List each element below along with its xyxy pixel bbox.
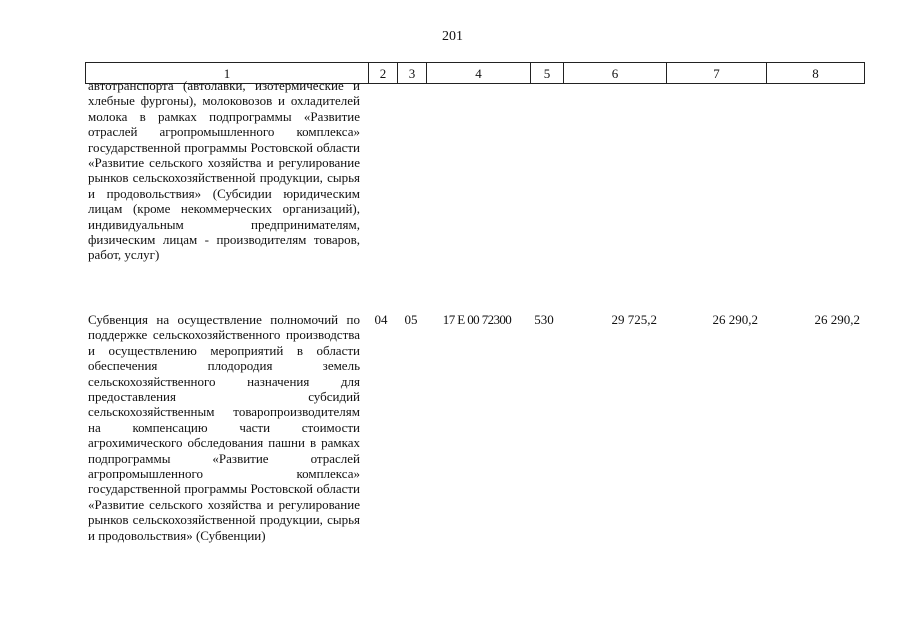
row-2-amount-col-7: 26 290,2 <box>712 312 758 327</box>
row-2-amount-col-8: 26 290,2 <box>814 312 860 327</box>
row-2-section-code: 04 <box>374 312 388 327</box>
column-header-5: 5 <box>530 63 563 83</box>
column-header-8: 8 <box>766 63 864 83</box>
column-header-7: 7 <box>666 63 766 83</box>
row-2-expense-type-code: 530 <box>534 312 554 327</box>
column-header-6: 6 <box>563 63 666 83</box>
row-2-amount-col-6: 29 725,2 <box>611 312 657 327</box>
row-1-description: автотранспорта (автолавки, изотермические и хлебные фургоны), молоковозов и охладителей молока в рамках подпрограммы «Развитие отраслей агропромышленного комплекса» государственной программы Ростовской области «Развитие сельского хозяйства и регулирование рынков сельскохозяйственной продукции, сырья и продовольствия» (Субсидии юридическим лицам (кроме некоммерческих организаций), индивидуальным предпринимателям, физическим лицам - производителям товаров, работ, услуг) <box>88 78 360 263</box>
column-header-3: 3 <box>397 63 426 83</box>
column-header-2: 2 <box>368 63 397 83</box>
row-2-description: Субвенция на осуществление полномочий по поддержке сельскохозяйственного производства и осуществлению мероприятий в области обеспечения плодородия земель сельскохозяйственного назначения для предоставления субсидий сельскохозяйственным товаропроизводителям на компенсацию части стоимости агрохимического обследования пашни в рамках подпрограммы «Развитие отраслей агропромышленного комплекса» государственной программы Ростовской области «Развитие сельского хозяйства и регулирование рынков сельскохозяйственной продукции, сырья и продовольствия» (Субвенции) <box>88 312 360 543</box>
column-header-4: 4 <box>426 63 530 83</box>
row-2-target-article-code: 17 Е 00 72300 <box>442 312 512 327</box>
page-number: 201 <box>442 29 463 44</box>
row-2-subsection-code: 05 <box>404 312 418 327</box>
column-header-1: 1 <box>223 65 231 81</box>
